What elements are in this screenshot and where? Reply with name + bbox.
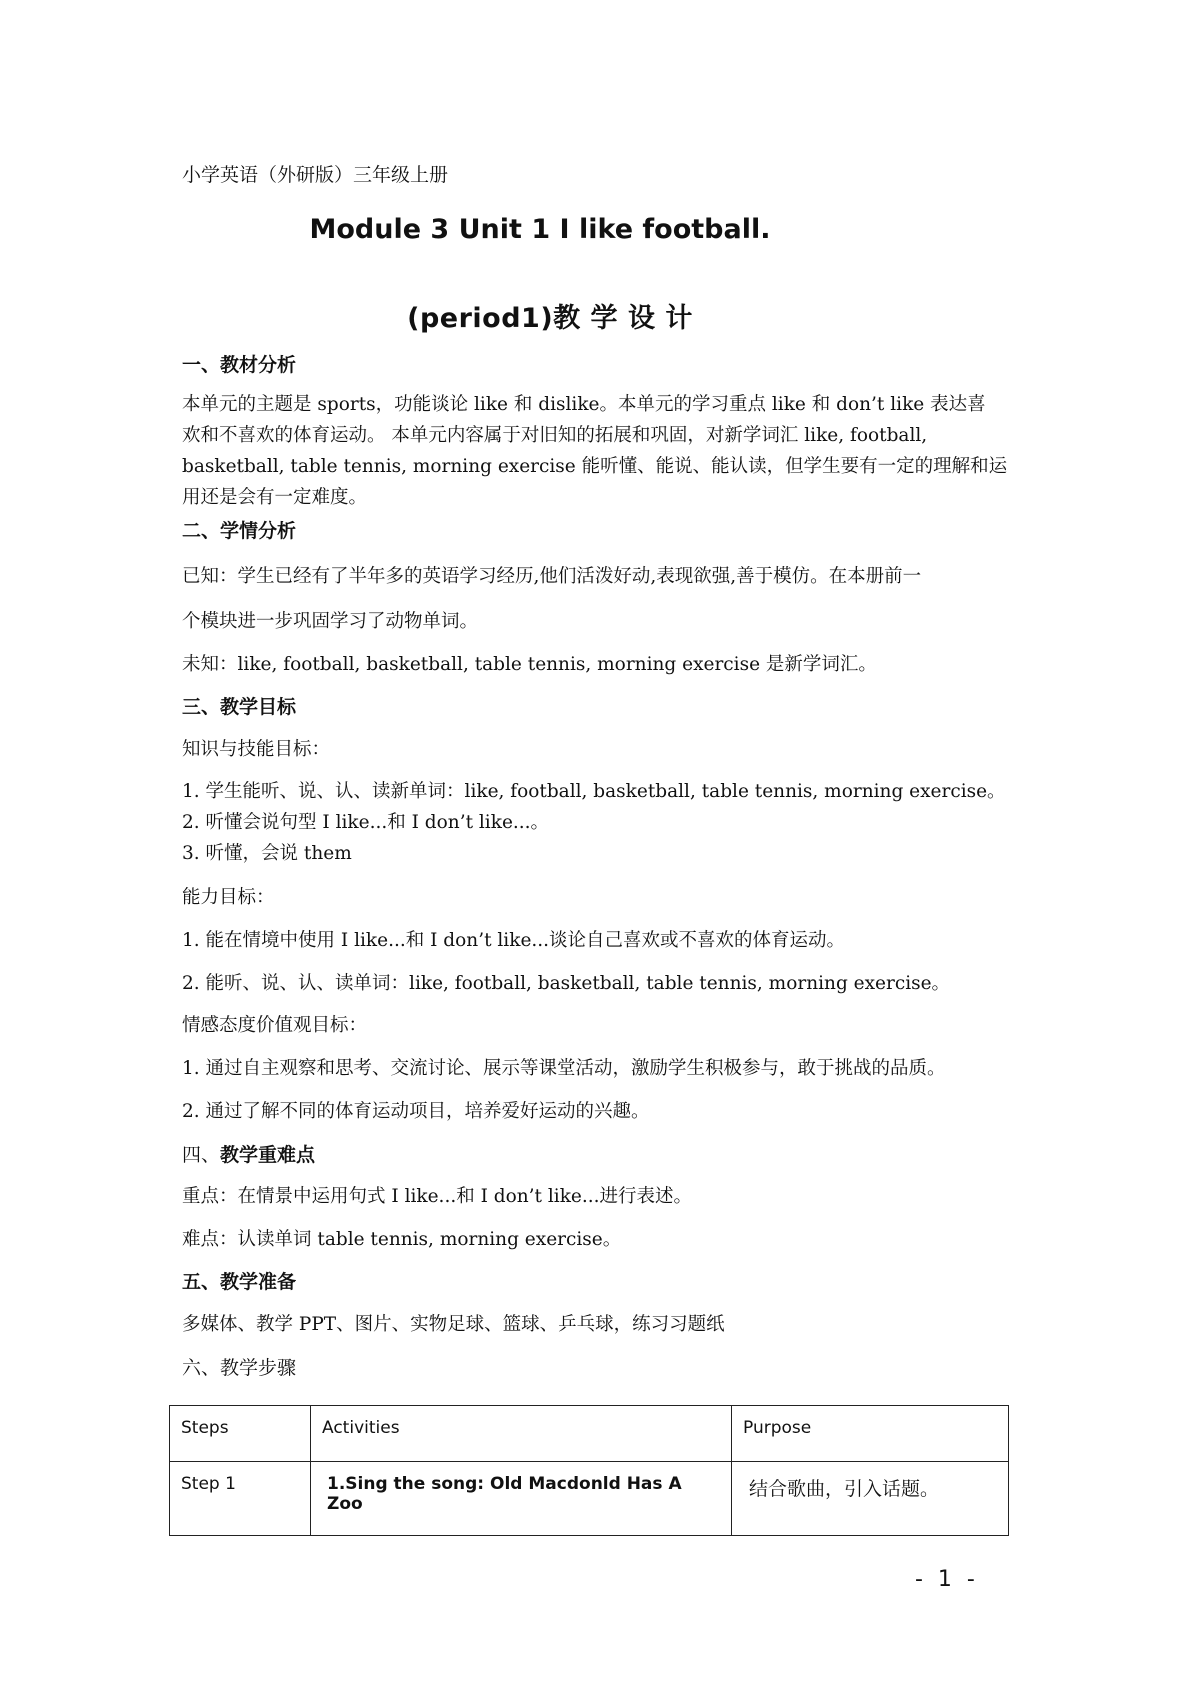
- document-title: Module 3 Unit 1 I like football.: [309, 214, 771, 245]
- knowledge-goals-label: 知识与技能目标：: [182, 739, 331, 760]
- paragraph-line: 本单元的主题是 sports，功能谈论 like 和 dislike。本单元的学习重点 like 和 don’t like 表达喜: [182, 394, 986, 415]
- table-cell-step: Step 1: [170, 1462, 311, 1536]
- knowledge-goal-item: 1. 学生能听、说、认、读新单词：like, football, basketball, table tennis, morning exercise。: [182, 781, 1006, 802]
- section-heading-preparation: 五、教学准备: [182, 1271, 297, 1293]
- table-cell-activity: [311, 1462, 732, 1536]
- emotion-goal-item: 2. 通过了解不同的体育运动项目，培养爱好运动的兴趣。: [182, 1101, 650, 1122]
- section-heading-teaching-goals: 三、教学目标: [182, 696, 297, 718]
- table-header-activities: Activities: [311, 1406, 732, 1462]
- paragraph-known-cont: 个模块进一步巩固学习了动物单词。: [182, 611, 479, 632]
- key-point-text: 重点：在情景中运用句式 I like...和 I don’t like...进行表述。: [182, 1186, 692, 1207]
- table-row: [170, 1462, 1009, 1536]
- section-heading-key-points: [182, 1140, 315, 1167]
- difficult-point-text: 难点：认读单词 table tennis, morning exercise。: [182, 1229, 622, 1250]
- section-heading-teaching-steps: 六、教学步骤: [182, 1357, 297, 1379]
- knowledge-goal-item: 2. 听懂会说句型 I like...和 I don’t like...。: [182, 812, 550, 833]
- knowledge-goal-item: 3. 听懂，会说 them: [182, 843, 352, 864]
- paragraph-line: 欢和不喜欢的体育运动。 本单元内容属于对旧知的拓展和巩固，对新学词汇 like, football,: [182, 425, 928, 446]
- table-header-steps: Steps: [170, 1406, 311, 1462]
- document-title-period: (period1)教 学 设 计: [407, 303, 693, 334]
- ability-goals-label: 能力目标：: [182, 887, 275, 908]
- emotion-goal-item: 1. 通过自主观察和思考、交流讨论、展示等课堂活动，激励学生积极参与，敢于挑战的品质。: [182, 1058, 946, 1079]
- section-heading-number: 四、: [182, 1144, 221, 1166]
- paragraph-line: 用还是会有一定难度。: [182, 487, 368, 508]
- ability-goal-item: 2. 能听、说、认、读单词：like, football, basketball, table tennis, morning exercise。: [182, 973, 951, 994]
- page-number: - 1 -: [915, 1567, 979, 1592]
- table-header-purpose: Purpose: [732, 1406, 1009, 1462]
- ability-goal-item: 1. 能在情境中使用 I like...和 I don’t like...谈论自己喜欢或不喜欢的体育运动。: [182, 930, 846, 951]
- paragraph-known: 已知：学生已经有了半年多的英语学习经历,他们活泼好动,表现欲强,善于模仿。在本册前一: [182, 566, 922, 587]
- section-heading-text: 教学重难点: [220, 1144, 316, 1166]
- paragraph-unknown: 未知：like, football, basketball, table tennis, morning exercise 是新学词汇。: [182, 654, 877, 675]
- paragraph-line: basketball, table tennis, morning exercise 能听懂、能说、能认读，但学生要有一定的理解和运: [182, 456, 1008, 477]
- section-heading-student-analysis: 二、学情分析: [182, 520, 297, 542]
- teaching-steps-table: [169, 1405, 1009, 1536]
- purpose-text: 结合歌曲，引入话题。: [749, 1478, 940, 1500]
- emotion-goals-label: 情感态度价值观目标：: [182, 1015, 368, 1036]
- table-header-row: [170, 1406, 1009, 1462]
- table-cell-purpose: [732, 1462, 1009, 1536]
- section-heading-textbook-analysis: 一、教材分析: [182, 354, 297, 376]
- preparation-text: 多媒体、教学 PPT、图片、实物足球、篮球、乒乓球，练习习题纸: [182, 1314, 725, 1335]
- activity-text: 1.Sing the song: Old Macdonld Has A Zoo: [327, 1474, 682, 1514]
- document-subtitle: 小学英语（外研版）三年级上册: [182, 164, 449, 186]
